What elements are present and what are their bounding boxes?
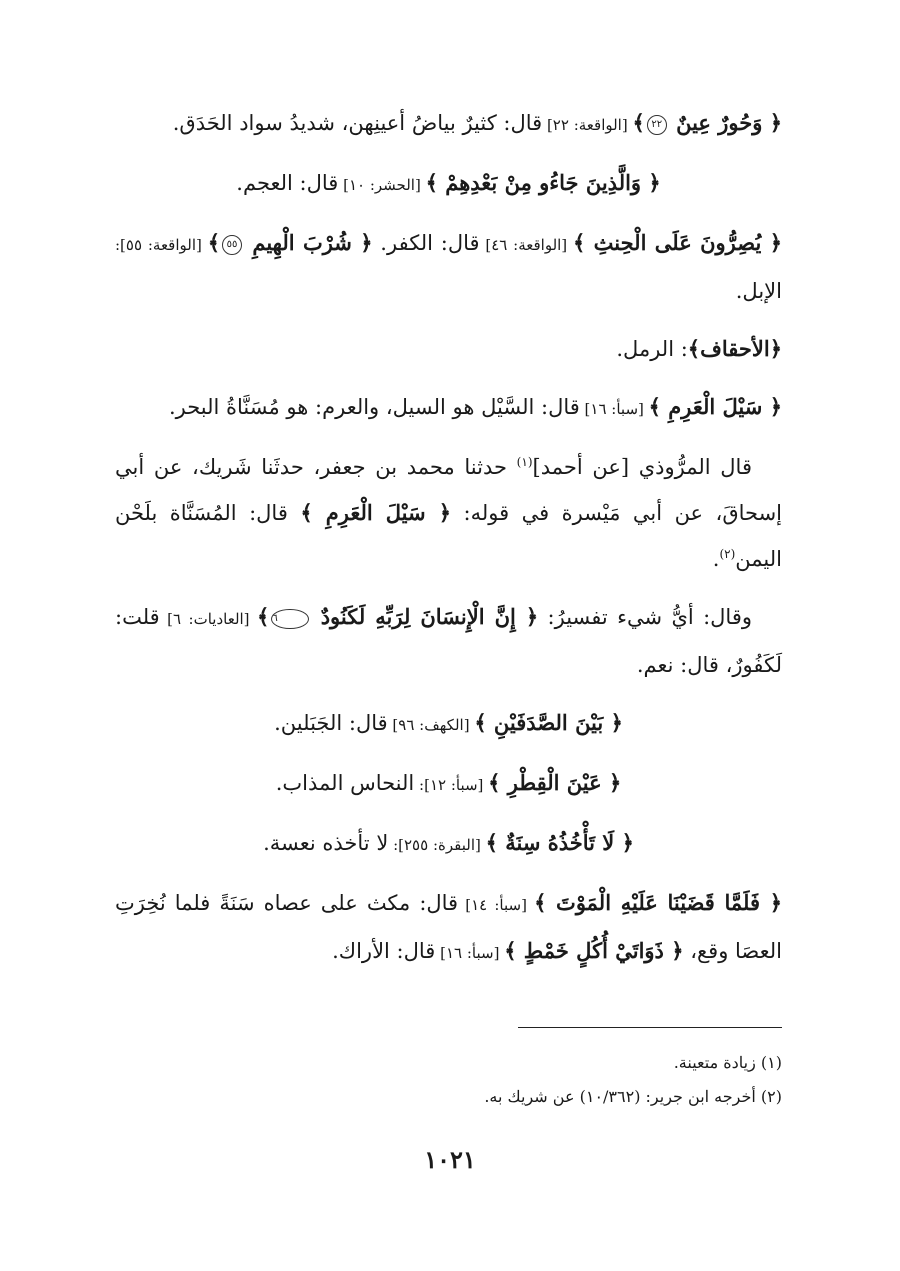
ornate-bracket: ﴾ — [425, 170, 438, 195]
footnote-separator — [518, 1027, 782, 1028]
paragraph — [115, 820, 782, 868]
paragraph — [115, 100, 782, 148]
verse-reference: [الواقعة: ٥٥]: — [115, 236, 208, 254]
verse-reference: [الواقعة: ٢٢] — [542, 116, 633, 134]
footnote-number: (١) — [760, 1053, 782, 1072]
verse-reference: [الحشر: ١٠] — [338, 176, 426, 194]
ornate-bracket: ﴾ — [648, 394, 661, 419]
ornate-bracket: ﴿ — [360, 230, 373, 255]
ornate-bracket: ﴾ — [257, 604, 270, 629]
ornate-bracket: ﴿ — [769, 110, 782, 135]
ornate-bracket: ﴿ — [608, 770, 622, 795]
ornate-bracket: ﴾ — [207, 230, 220, 255]
quran-verse: سَيْلَ الْعَرِمِ — [312, 500, 439, 525]
text-run: وقال: أيُّ شيء تفسيرُ: — [538, 605, 753, 629]
text-run: النحاس المذاب. — [275, 771, 415, 795]
paragraph — [115, 444, 782, 582]
verse-reference: [سبأ: ١٢]: — [414, 776, 489, 794]
page-number: ١٠٢١ — [424, 1145, 476, 1174]
text-run: قال المرُّوذي [عن أحمد] — [532, 455, 752, 479]
ornate-bracket: ﴾ — [474, 710, 487, 735]
verse-reference: [سبأ: ١٦] — [579, 400, 649, 418]
text-run: الإبل. — [735, 279, 782, 303]
paragraph — [115, 700, 782, 748]
text-run: : الرمل. — [616, 337, 688, 361]
ornate-bracket: ﴾ — [485, 830, 498, 855]
quran-verse: شُرْبَ الْهِيمِ — [244, 230, 361, 255]
ornate-bracket: ﴾ — [534, 890, 547, 915]
text-run: قال: المُسَنَّاة بلَحْن اليمن — [115, 501, 782, 571]
text-run: قال: العجم. — [236, 171, 339, 195]
ornate-bracket: ﴿ — [769, 336, 782, 361]
footnotes — [115, 1046, 782, 1114]
footnote-number: (٢) — [760, 1087, 782, 1106]
text-run: قال: الأراك. — [332, 939, 436, 963]
paragraph — [115, 880, 782, 976]
footnote-marker: (١) — [516, 455, 533, 469]
quran-verse: سَيْلَ الْعَرِمِ — [660, 394, 770, 419]
text-run: حدثنا محمد بن جعفر، حدثَنا شَريك، عن أبي إسحاقَ، عن أبي مَيْسرة في قوله: — [115, 455, 782, 525]
quran-verse: إِنَّ الْإِنسَانَ لِرَبِّهِ لَكَنُودٌ — [310, 604, 526, 629]
ornate-bracket: ﴿ — [438, 500, 452, 525]
verse-reference: [البقرة: ٢٥٥]: — [388, 836, 486, 854]
text-run: لا تأخذه نعسة. — [263, 831, 389, 855]
quran-verse: عَيْنَ الْقِطْرِ — [500, 770, 609, 795]
ornate-bracket: ﴾ — [687, 336, 701, 361]
quran-verse: وَالَّذِينَ جَاءُو مِنْ بَعْدِهِمْ — [437, 170, 649, 195]
quran-verse: وَحُورٌ عِينٌ — [668, 110, 770, 135]
paragraph — [115, 160, 782, 208]
footnote-text: زيادة متعينة. — [673, 1053, 756, 1072]
ornate-bracket: ﴿ — [769, 230, 782, 255]
quran-verse: الأحقاف — [700, 336, 770, 361]
ornate-bracket: ﴿ — [769, 394, 782, 419]
ayah-number-icon: ٦ — [271, 609, 308, 629]
text-run: قال: السَّيْل هو السيل، والعرم: هو مُسَنَّاةُ البحر. — [168, 395, 580, 419]
quran-verse: يُصِرُّونَ عَلَى الْحِنثِ — [585, 230, 770, 255]
ornate-bracket: ﴾ — [488, 770, 501, 795]
text-run: قال: الجَبَلين. — [274, 711, 388, 735]
ornate-bracket: ﴿ — [610, 710, 623, 735]
ornate-bracket: ﴿ — [769, 890, 782, 915]
quran-verse: بَيْنَ الصَّدَفَيْنِ — [486, 710, 611, 735]
text-run: . — [712, 547, 720, 571]
ayah-number-icon: ٥٥ — [222, 235, 242, 255]
main-text — [115, 100, 782, 988]
footnote-marker: (٢) — [719, 547, 736, 561]
ornate-bracket: ﴿ — [621, 830, 634, 855]
verse-reference: [سبأ: ١٦] — [435, 944, 505, 962]
text-run: قال: مكث على عصاه سَنَةً فلما نُخِرَتِ العصَا وقع، — [115, 891, 782, 963]
verse-reference: [العاديات: ٦] — [159, 610, 258, 628]
quran-verse: فَلَمَّا قَضَيْنَا عَلَيْهِ الْمَوْتَ — [546, 890, 770, 915]
footnote — [115, 1080, 782, 1114]
verse-reference: [سبأ: ١٤] — [458, 896, 535, 914]
ornate-bracket: ﴾ — [300, 500, 313, 525]
paragraph — [115, 760, 782, 808]
ornate-bracket: ﴾ — [504, 938, 517, 963]
footnote-text: أخرجه ابن جرير: (١٠/٣٦٢) عن شريك به. — [484, 1087, 756, 1106]
paragraph — [115, 326, 782, 372]
ornate-bracket: ﴿ — [525, 604, 539, 629]
quran-verse: لَا تَأْخُذُهُ سِنَةٌ — [497, 830, 622, 855]
text-run: قلت: لَكَفُورٌ، قال: نعم. — [115, 605, 782, 677]
footnote — [115, 1046, 782, 1080]
paragraph — [115, 594, 782, 688]
verse-reference: [الواقعة: ٤٦] — [479, 236, 573, 254]
text-run: قال: كثيرٌ بياضُ أعينِهن، شديدُ سواد الحَدَق. — [172, 111, 543, 135]
text-run: قال: الكفر. — [372, 231, 480, 255]
ornate-bracket: ﴿ — [671, 938, 684, 963]
ornate-bracket: ﴾ — [632, 110, 645, 135]
ayah-number-icon: ٢٢ — [647, 115, 667, 135]
ornate-bracket: ﴾ — [572, 230, 586, 255]
quran-verse: ذَوَاتَيْ أُكُلٍ خَمْطٍ — [516, 938, 672, 963]
ornate-bracket: ﴿ — [648, 170, 661, 195]
paragraph — [115, 384, 782, 432]
paragraph — [115, 220, 782, 314]
verse-reference: [الكهف: ٩٦] — [387, 716, 475, 734]
